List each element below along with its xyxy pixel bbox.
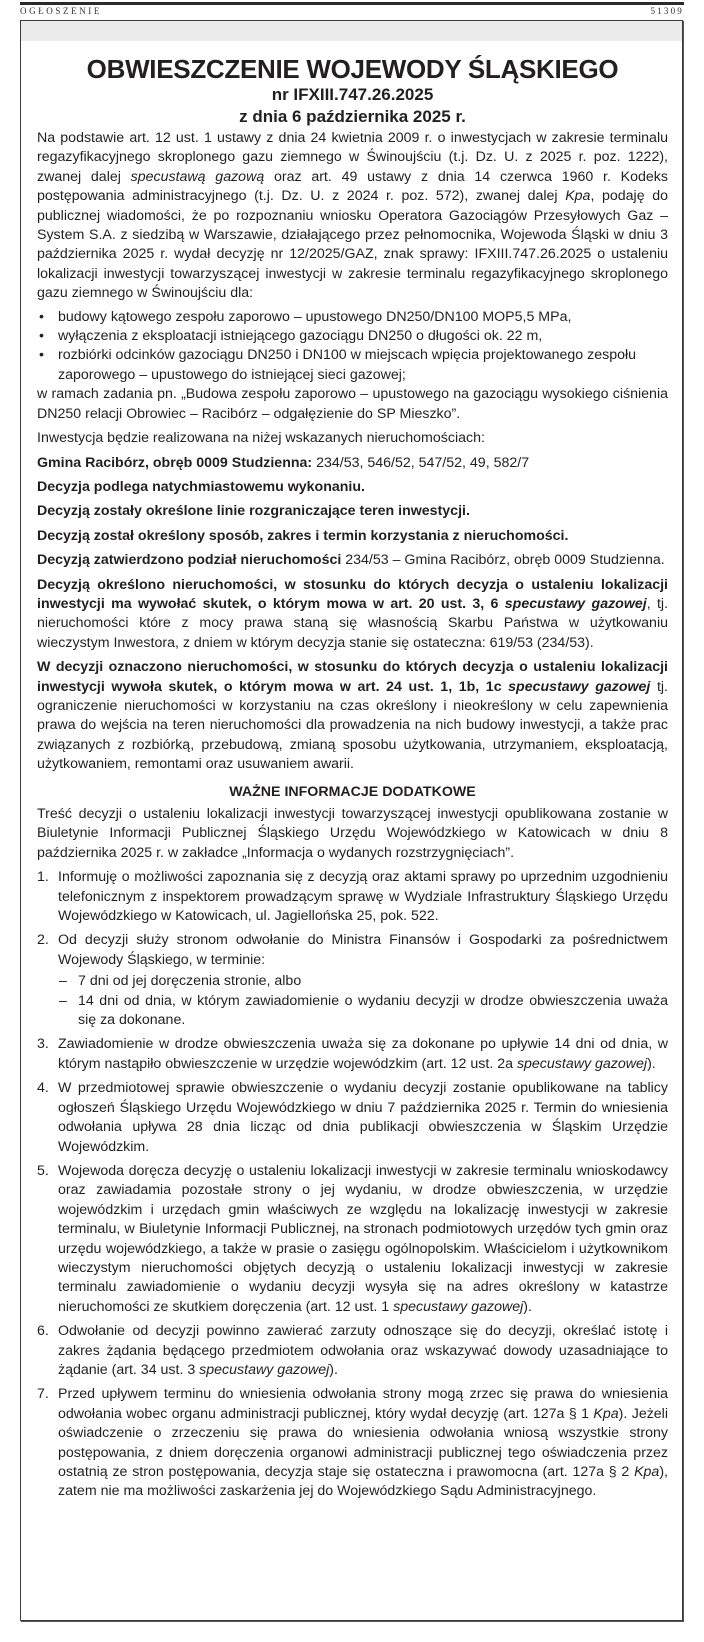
art20-term: specustawy gazowej xyxy=(504,595,647,612)
item-text: W przedmiotowej sprawie obwieszczenie o wydaniu decyzji zostanie opublikowane na tablicy ogłoszeń Śląskiego Urzędu Wojewódzkiego w dniu 7 października 2025 r. Termin do wniesienia odwołania upływa 28 dnia licząc od dnia publikacji obwieszczenia w Śląskim Urzędzie Wojewódzkim. xyxy=(58,1080,668,1155)
item-number: 6. xyxy=(37,1323,49,1340)
intro-term-specustawa: specustawą gazową xyxy=(130,168,265,185)
item-number: 3. xyxy=(37,1036,49,1053)
item-text: Wojewoda doręcza decyzję o ustaleniu lokalizacji inwestycji w zakresie terminalu wnioskodawcy oraz zawiadamia pozostałe strony o jej wydaniu, w drodze obwieszczenia, w urzędzie wojewódzkim i urzędach gmin właściwych ze względu na lokalizację inwestycji w zakresie terminalu, w Biuletynie Informacji Publicznej, na stronach podmiotowych urzędów tych gmin oraz urzędu wojewódzkiego, a także w prasie o zasięgu ogólnopolskim. Właścicielom i użytkownikom wieczystym nieruchomości objętych decyzją o ustaleniu lokalizacji inwestycji w zakresie terminalu zawiadomienie o wydaniu decyzji wysyła się na adres określony w katastrze nieruchomości ze skutkiem doręczenia (art. 12 ust. 1 xyxy=(58,1162,668,1315)
notice-box xyxy=(20,20,683,1621)
info-list-item xyxy=(37,1035,668,1074)
additional-info-heading: WAŻNE INFORMACJE DODATKOWE xyxy=(229,783,476,800)
intro-term-kpa: Kpa xyxy=(565,188,591,205)
notice-date: z dnia 6 października 2025 r. xyxy=(239,107,466,126)
info-list-item xyxy=(37,1162,668,1317)
item-tail: ). xyxy=(523,1298,532,1315)
division-label: Decyzją zatwierdzono podział nieruchomości xyxy=(37,552,342,569)
task-paragraph: w ramach zadania pn. „Budowa zespołu zaporowo – upustowego na gazociągu wysokiego ciśnienia DN250 relacji Obrowiec – Racibórz – odgałęzienie do SP Mieszko”. xyxy=(37,386,668,422)
art24-term: specustawy gazowej xyxy=(508,678,651,695)
item-text: Odwołanie od decyzji powinno zawierać zarzuty odnoszące się do decyzji, określać istotę i zakres żądania będącego przedmiotem odwołania oraz wskazywać dowody uzasadniające to żądanie (art. 34 ust. 3 xyxy=(58,1323,668,1378)
item-text: Informuję o możliwości zapoznania się z decyzją oraz aktami sprawy po uprzednim uzgodnieniu telefonicznym z inspektorem prowadzącym sprawę w Wydziale Infrastruktury Śląskiego Urzędu Wojewódzkiego w Katowicach, ul. Jagiellońska 25, pok. 522. xyxy=(58,869,668,925)
gmina-label: Gmina Racibórz, obręb 0009 Studzienna: xyxy=(37,454,313,471)
intro-paragraph xyxy=(37,129,668,304)
art24-bold-text: W decyzji oznaczono nieruchomości, w stosunku do których decyzja o ustaleniu lokalizacji inwestycji wywoła skutek, o którym mowa w art. 24 ust. 1, 1b, 1c xyxy=(37,659,668,695)
bullet-icon: • xyxy=(39,328,44,345)
scope-list xyxy=(37,308,668,386)
top-rule xyxy=(20,2,684,5)
additional-intro: Treść decyzji o ustaleniu lokalizacji inwestycji towarzyszącej inwestycji opublikowana zostanie w Biuletynie Informacji Publicznej Śląskiego Urzędu Wojewódzkiego w Katowicach w dniu 8 października 2025 r. w zakładce „Informacja o wydanych rozstrzygnięciach”. xyxy=(37,806,668,861)
art20-text: , tj. nieruchomości które z mocy prawa staną się własnością Skarbu Państwa w użytkowaniu wieczystym Inwestora, z dniem w którym decyzja stanie się ostateczna: 619/53 (234/53). xyxy=(37,595,669,651)
info-list-item xyxy=(37,1079,668,1157)
running-head xyxy=(20,6,684,18)
usage-terms: Decyzją został określony sposób, zakres i termin korzystania z nieruchomości. xyxy=(37,527,569,544)
parcel-numbers: 234/53, 546/52, 547/52, 49, 582/7 xyxy=(312,454,530,471)
art20-paragraph xyxy=(37,576,668,654)
item-text: Od decyzji służy stronom odwołanie do Ministra Finansów i Gospodarki za pośrednictwem Wojewody Śląskiego, w terminie: xyxy=(58,932,668,968)
art24-paragraph xyxy=(37,658,668,774)
item-number: 4. xyxy=(37,1080,49,1097)
dash-icon: – xyxy=(59,992,67,1009)
info-list-item xyxy=(37,1385,668,1501)
immediate-execution: Decyzja podlega natychmiastowemu wykonaniu. xyxy=(37,478,365,495)
info-list xyxy=(37,868,668,1502)
properties-intro: Inwestycja będzie realizowana na niżej wskazanych nieruchomościach: xyxy=(37,430,485,447)
item-tail: ). xyxy=(647,1055,656,1072)
page-number: 51309 xyxy=(650,6,684,16)
intro-text-3: , podaję do publicznej wiadomości, że po rozpoznaniu wniosku Operatora Gazociągów Przesyłowych Gaz – System S.A. z siedzibą w Warszawie, działającego przez pełnomocnika, Wojewoda Śląski w dniu 3 października 2025 r. wydał decyzję nr 12/2025/GAZ, znak sprawy: IFXIII.747.26.2025 o ustaleniu lokalizacji inwestycji towarzyszącej inwestycji w zakresie terminalu regazyfikacyjnego skroplonego gazu ziemnego w Świnoujściu dla: xyxy=(37,188,668,302)
item-tail: ). xyxy=(329,1361,338,1378)
info-list-item xyxy=(37,1322,668,1380)
item-term: Kpa xyxy=(634,1464,660,1480)
item-number: 5. xyxy=(37,1162,49,1179)
division-text: 234/53 – Gmina Racibórz, obręb 0009 Studzienna. xyxy=(341,552,665,569)
property-division xyxy=(37,551,668,570)
item-mid: ). Jeżeli oświadczenie o zrzeczeniu się prawa do wniesienia odwołania wniosą wszystkie strony postępowania, z dniem doręczenia organowi administracji publicznej tego oświadczenia przez ostatnią ze stron postępowania, decyzja staje się ostateczna i prawomocna (art. 127a § 2 xyxy=(58,1405,668,1480)
bullet-icon: • xyxy=(39,347,44,364)
item-text: Zawiadomienie w drodze obwieszczenia uważa się za dokonane po upływie 14 dni od dnia, w którym nastąpiło obwieszczenie w urzędzie wojewódzkim (art. 12 ust. 2a xyxy=(58,1036,668,1072)
deadline-item xyxy=(58,992,668,1031)
scope-item-text: wyłączenia z eksploatacji istniejącego gazociągu DN250 o długości ok. 22 m, xyxy=(58,328,543,345)
item-term: specustawy gazowej xyxy=(199,1361,330,1378)
section-label: OGŁOSZENIE xyxy=(20,6,102,16)
bullet-icon: • xyxy=(39,308,44,325)
item-term: specustawy gazowej xyxy=(393,1298,524,1315)
notice-content xyxy=(37,51,668,1507)
notice-title: OBWIESZCZENIE WOJEWODY ŚLĄSKIEGO xyxy=(86,54,619,84)
item-tail: ), zatem nie ma możliwości zaskarżenia jej do Wojewódzkiego Sądu Administracyjnego. xyxy=(58,1464,668,1500)
intro-text-2: oraz art. 49 ustawy z dnia 14 czerwca 1960 r. Kodeks postępowania administracyjnego (t.j. Dz. U. z 2024 r. poz. 572), zwanej dalej xyxy=(37,168,668,205)
info-list-item xyxy=(37,868,668,926)
scope-list-item xyxy=(37,327,668,346)
scope-list-item xyxy=(37,346,668,385)
item-term: specustawy gazowej xyxy=(516,1055,648,1072)
info-list-item xyxy=(37,931,668,1030)
item-term: Kpa xyxy=(593,1405,619,1422)
item-text: Przed upływem terminu do wniesienia odwołania strony mogą zrzec się prawa do wniesienia odwołania wobec organu administracji publicznej, który wydał decyzję (art. 127a § 1 xyxy=(58,1386,668,1422)
item-number: 2. xyxy=(37,932,49,949)
art20-bold-text: Decyzją określono nieruchomości, w stosunku do których decyzja o ustaleniu lokalizacji inwestycji ma wywołać skutek, o którym mowa w art. 20 ust. 3, 6 xyxy=(37,576,668,612)
dash-icon: – xyxy=(59,973,67,990)
deadline-item xyxy=(58,972,668,991)
header-band xyxy=(21,21,682,41)
deadline-text: 7 dni od jej doręczenia stronie, albo xyxy=(78,973,302,990)
item-number: 1. xyxy=(37,869,49,886)
deadline-text: 14 dni od dnia, w którym zawiadomienie o wydaniu decyzji w drodze obwieszczenia uważa się za dokonane. xyxy=(78,992,668,1029)
intro-text-1: Na podstawie art. 12 ust. 1 ustawy z dnia 24 kwietnia 2009 r. o inwestycjach w zakresie terminalu regazyfikacyjnego skroplonego gazu ziemnego w Świnoujściu (t.j. Dz. U. z 2025 r. poz. 1222), zwanej dalej xyxy=(37,130,668,185)
deadline-list xyxy=(58,972,668,1030)
item-number: 7. xyxy=(37,1386,49,1403)
scope-list-item xyxy=(37,308,668,327)
gmina-parcels xyxy=(37,454,668,473)
notice-number: nr IFXIII.747.26.2025 xyxy=(271,85,434,104)
art24-text: tj. ograniczenie nieruchomości w korzystaniu na czas określony i nieokreślony w celu zapewnienia prawa do wejścia na teren nieruchomości dla prowadzenia na nich budowy inwestycji, a także prac związanych z rozbiórką, przebudową, zmianą sposobu użytkowania, utrzymaniem, eksploatacją, użytkowaniem, remontami oraz usuwaniem awarii. xyxy=(37,678,668,773)
scope-item-text: rozbiórki odcinków gazociągu DN250 i DN100 w miejscach wpięcia projektowanego zespołu zaporowego – upustowego do istniejącej sieci gazowej; xyxy=(58,347,637,383)
demarcation-lines: Decyzją zostały określone linie rozgraniczające teren inwestycji. xyxy=(37,503,470,520)
scope-item-text: budowy kątowego zespołu zaporowo – upustowego DN250/DN100 MOP5,5 MPa, xyxy=(58,308,572,325)
